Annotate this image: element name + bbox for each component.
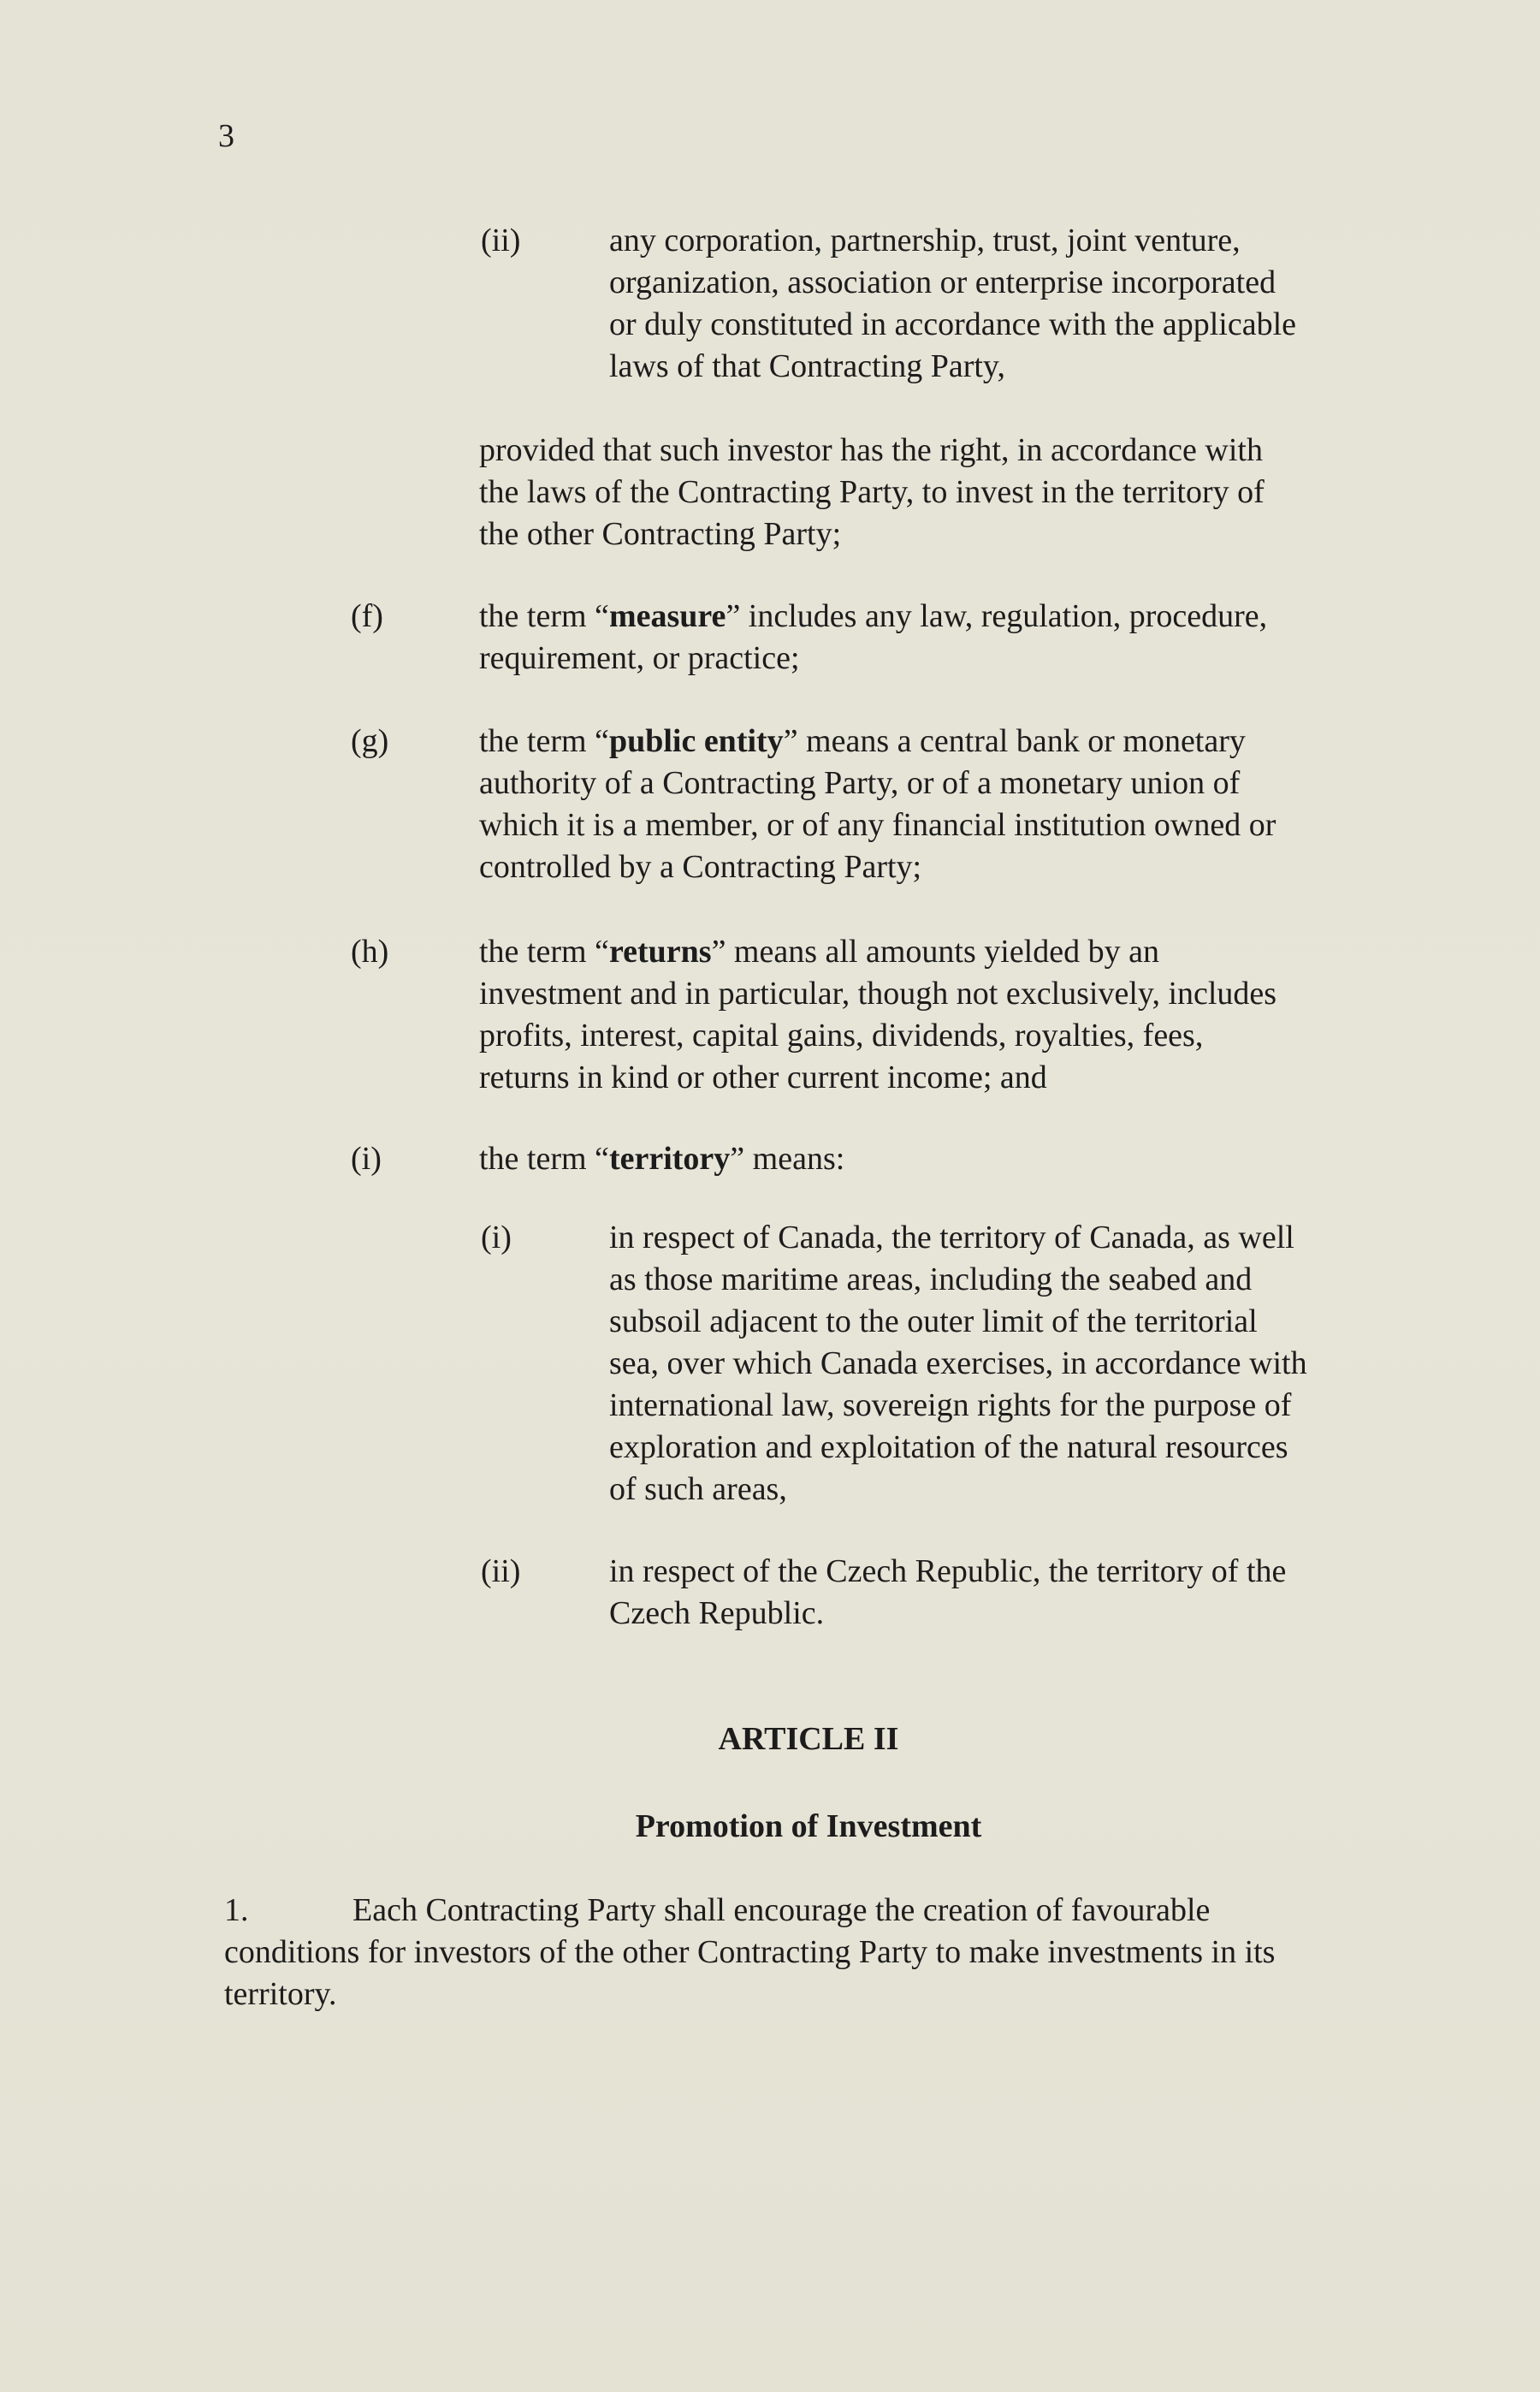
definition-label: (f) bbox=[351, 598, 383, 634]
item-label: (ii) bbox=[481, 1553, 521, 1589]
defined-term: measure bbox=[608, 598, 726, 634]
item-text: any corporation, partnership, trust, joint venture, organization, association or enterprise incorporated or duly constituted in accordance with the applicable laws of that Contracting Party, bbox=[609, 223, 1296, 384]
definition-public-entity: the term “public entity” means a central bank or monetary authority of a Contracting Party, or of a monetary union of which it is a member, or of any financial institution owned or controlled by a Contracting Party; bbox=[479, 723, 1276, 885]
definition-label: (i) bbox=[351, 1141, 382, 1177]
defined-term: returns bbox=[608, 934, 712, 970]
item-label: (i) bbox=[481, 1220, 512, 1255]
item-text: in respect of the Czech Republic, the territory of the Czech Republic. bbox=[609, 1553, 1287, 1631]
page-number: 3 bbox=[218, 118, 234, 154]
defined-term: public entity bbox=[608, 723, 784, 759]
article-heading: ARTICLE II bbox=[718, 1721, 899, 1757]
article-subheading: Promotion of Investment bbox=[635, 1808, 982, 1844]
item-label: (ii) bbox=[481, 223, 521, 258]
item-text: in respect of Canada, the territory of Canada, as well as those maritime areas, including the seabed and subsoil adjacent to the outer limit of the territorial sea, over which Canada exercises, in accordance with international law, sovereign rights for the purpose of exploration and exploitation of the natural resources of such areas, bbox=[609, 1220, 1307, 1507]
definition-measure: the term “measure” includes any law, regulation, procedure, requirement, or practice; bbox=[479, 598, 1268, 676]
proviso-paragraph: provided that such investor has the right, in accordance with the laws of the Contracting Party, to invest in the territory of the other Contracting Party; bbox=[479, 432, 1265, 552]
definition-returns: the term “returns” means all amounts yielded by an investment and in particular, though not exclusively, includes profits, interest, capital gains, dividends, royalties, fees, returns in kind or other current income; and bbox=[479, 934, 1277, 1095]
defined-term: territory bbox=[608, 1141, 731, 1177]
definition-label: (g) bbox=[351, 723, 389, 759]
paragraph-text: Each Contracting Party shall encourage the creation of favourable conditions for investors of the other Contracting Party to make investments in its territory. bbox=[224, 1892, 1276, 2012]
definition-territory: the term “territory” means: bbox=[479, 1141, 845, 1177]
paragraph-number: 1. bbox=[224, 1892, 249, 1928]
definition-label: (h) bbox=[351, 934, 389, 970]
